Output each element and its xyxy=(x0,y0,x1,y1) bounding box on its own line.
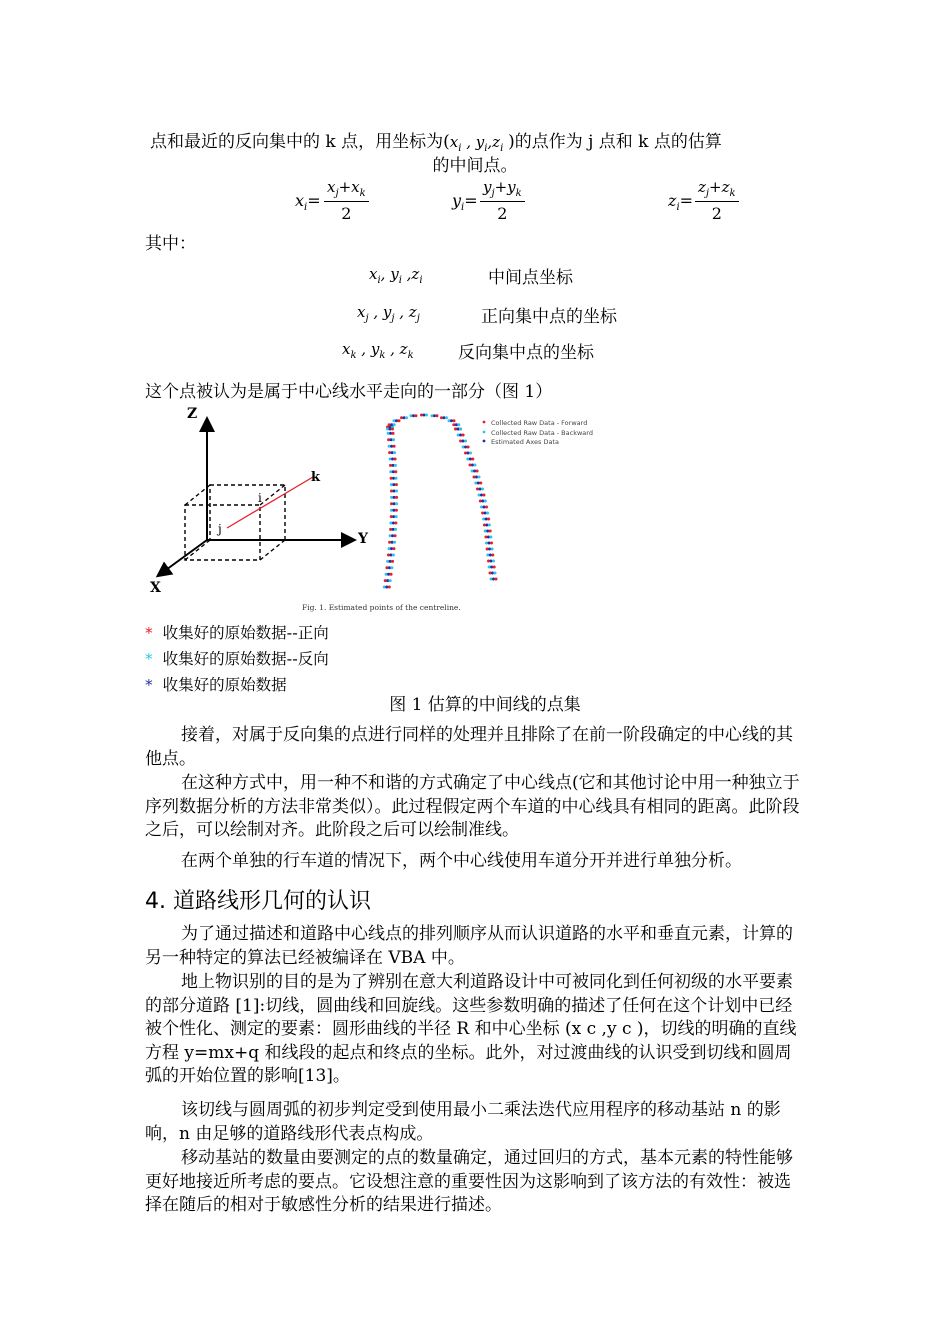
centreline-point xyxy=(391,560,394,563)
centreline-point xyxy=(489,536,492,539)
section-heading: 4. 道路线形几何的认识 xyxy=(145,889,371,914)
plot-legend-forward: Collected Raw Data - Forward xyxy=(491,419,588,427)
point-i-label: i xyxy=(258,491,262,505)
def-symbol-i: $x_i$, $y_i$ $,z_i$ xyxy=(369,265,423,286)
centreline-point xyxy=(436,414,439,417)
centreline-point xyxy=(390,573,393,576)
centreline-point xyxy=(394,534,397,537)
plot-legend-estimated: Estimated Axes Data xyxy=(491,438,559,446)
centreline-point xyxy=(457,423,460,426)
centreline-point xyxy=(395,515,398,518)
centreline-point xyxy=(393,541,396,544)
centreline-point xyxy=(391,428,394,431)
centreline-point xyxy=(394,458,397,461)
centreline-point xyxy=(464,440,467,443)
centreline-point xyxy=(395,502,398,505)
centreline-plot xyxy=(302,405,620,615)
point-k-label: k xyxy=(311,470,321,485)
legend-text-forward: 收集好的原始数据--正向 xyxy=(162,624,329,642)
legend-text-estimated: 收集好的原始数据 xyxy=(162,676,287,694)
centreline-point xyxy=(392,554,395,557)
where-label: 其中： xyxy=(145,234,196,254)
centreline-point xyxy=(395,496,398,499)
axes-diagram xyxy=(145,400,380,600)
centreline-point xyxy=(484,500,487,503)
centreline-point xyxy=(395,483,398,486)
def-label-k: 反向集中点的坐标 xyxy=(458,343,594,363)
paragraph-least-squares: 该切线与圆周弧的初步判定受到使用最小二乘法迭代应用程序的移动基站 n 的影响，n 由足够的道路线形代表点构成。 xyxy=(145,1100,781,1144)
def-symbol-k: $x_k$ , $y_k$ , $z_k$ xyxy=(342,340,414,361)
centreline-point xyxy=(405,416,408,419)
legend-marker-estimated: * xyxy=(145,676,153,694)
centreline-point xyxy=(392,438,395,441)
centreline-point xyxy=(425,414,428,417)
centreline-point xyxy=(490,542,493,545)
def-label-i: 中间点坐标 xyxy=(488,268,573,288)
intro-coords: $x_i$ , $y_i,z_i$ xyxy=(449,133,504,154)
centreline-point xyxy=(445,416,448,419)
centreline-point xyxy=(462,434,465,437)
centreline-point xyxy=(453,419,456,422)
centreline-point xyxy=(393,423,396,426)
centreline-point xyxy=(395,477,398,480)
centreline-point xyxy=(390,566,393,569)
centreline-point xyxy=(493,566,496,569)
point-j-label: j xyxy=(218,522,222,536)
intro-line-1 xyxy=(150,127,722,154)
centreline-point xyxy=(491,554,494,557)
centreline-point xyxy=(394,470,397,473)
centreline-point xyxy=(389,579,392,582)
paragraph-base-stations: 移动基站的数量由要测定的点的数量确定，通过回归的方式，基本元素的特性能够更好地接近所考虑的要点。它设想注意的重要性因为这影响到了该方法的有效性：被选择在随后的相对于敏感性分析的结果进行描述。 xyxy=(145,1148,793,1215)
centreline-point xyxy=(467,446,470,449)
centreline-point xyxy=(474,464,477,467)
centreline-point xyxy=(487,518,490,521)
paragraph-separate-lanes: 在两个单独的行车道的情况下，两个中心线使用车道分开并进行单独分析。 xyxy=(181,851,742,871)
centreline-point xyxy=(479,482,482,485)
axis-y-label: Y xyxy=(358,531,368,547)
centreline-point xyxy=(394,464,397,467)
axis-z-label: Z xyxy=(187,406,198,422)
centreline-point xyxy=(394,522,397,525)
centreline-point xyxy=(471,458,474,461)
centreline-point xyxy=(488,524,491,527)
centreline-point xyxy=(485,506,488,509)
centreline-point xyxy=(415,414,418,417)
legend-marker-forward: * xyxy=(145,624,153,642)
centreline-point xyxy=(483,494,486,497)
axis-x-label: X xyxy=(150,580,161,596)
centreline-point xyxy=(393,451,396,454)
intro-line-2: 的中间点。 xyxy=(432,156,518,176)
legend-marker-backward: * xyxy=(145,650,153,668)
centreline-point xyxy=(494,572,497,575)
legend-row-forward xyxy=(145,621,329,643)
centreline-point xyxy=(395,490,398,493)
figure-intro: 这个点被认为是属于中心线水平走向的一部分（图 1） xyxy=(145,382,553,402)
centreline-point xyxy=(388,586,391,589)
figure-caption-en: Fig. 1. Estimated points of the centreline. xyxy=(302,603,461,612)
legend-row-backward xyxy=(145,647,329,669)
paragraph-vba: 为了通过描述和道路中心线点的排列顺序从而认识道路的水平和垂直元素，计算的另一种特定的算法已经被编译在 VBA 中。 xyxy=(145,924,793,968)
paragraph-recognition: 地上物识别的目的是为了辨别在意大利道路设计中可被同化到任何初级的水平要素的部分道路 [1]:切线，圆曲线和回旋线。这些参数明确的描述了任何在这个计划中已经被个性化、测定的要素：圆形曲线的半径 R 和中心坐标 (x c ,y c )，切线的明确的直线方程 y=mx+q 和线段的起点和终点的坐标。此外，对过渡曲线的认识受到切线和圆周弧的开始位置的影响[13]。 xyxy=(145,972,797,1086)
centreline-point xyxy=(459,428,462,431)
centreline-point xyxy=(478,476,481,479)
centreline-point xyxy=(491,548,494,551)
paragraph-method: 在这种方式中，用一种不和谐的方式确定了中心线点(它和其他讨论中用一种独立于序列数据分析的方法非常类似）。此过程假定两个车道的中心线具有相同的距离。此阶段之后，可以绘制对齐。此阶段之后可以绘制准线。 xyxy=(145,773,800,840)
centreline-point xyxy=(476,470,479,473)
def-symbol-j: $x_j$ , $y_j$ , $z_j$ xyxy=(357,303,420,324)
centreline-point xyxy=(481,488,484,491)
centreline-point xyxy=(469,452,472,455)
centreline-point xyxy=(392,432,395,435)
def-label-j: 正向集中点的坐标 xyxy=(481,307,617,327)
centreline-point xyxy=(395,509,398,512)
legend-text-backward: 收集好的原始数据--反向 xyxy=(162,650,329,668)
figure-caption: 图 1 估算的中间线的点集 xyxy=(389,695,581,715)
centreline-point xyxy=(492,560,495,563)
centreline-point xyxy=(393,547,396,550)
centreline-point xyxy=(489,530,492,533)
intro-text-b: )的点作为 j 点和 k 点的估算 xyxy=(508,132,722,152)
plot-legend-backward: Collected Raw Data - Backward xyxy=(491,429,593,437)
centreline-point xyxy=(394,528,397,531)
centreline-point xyxy=(398,419,401,422)
paragraph-next-step: 接着，对属于反向集的点进行同样的处理并且排除了在前一阶段确定的中心线的其他点。 xyxy=(145,725,793,769)
centreline-point xyxy=(393,445,396,448)
centreline-point xyxy=(495,578,498,581)
intro-text-a: 点和最近的反向集中的 k 点，用坐标为( xyxy=(150,132,450,152)
centreline-point xyxy=(486,512,489,515)
